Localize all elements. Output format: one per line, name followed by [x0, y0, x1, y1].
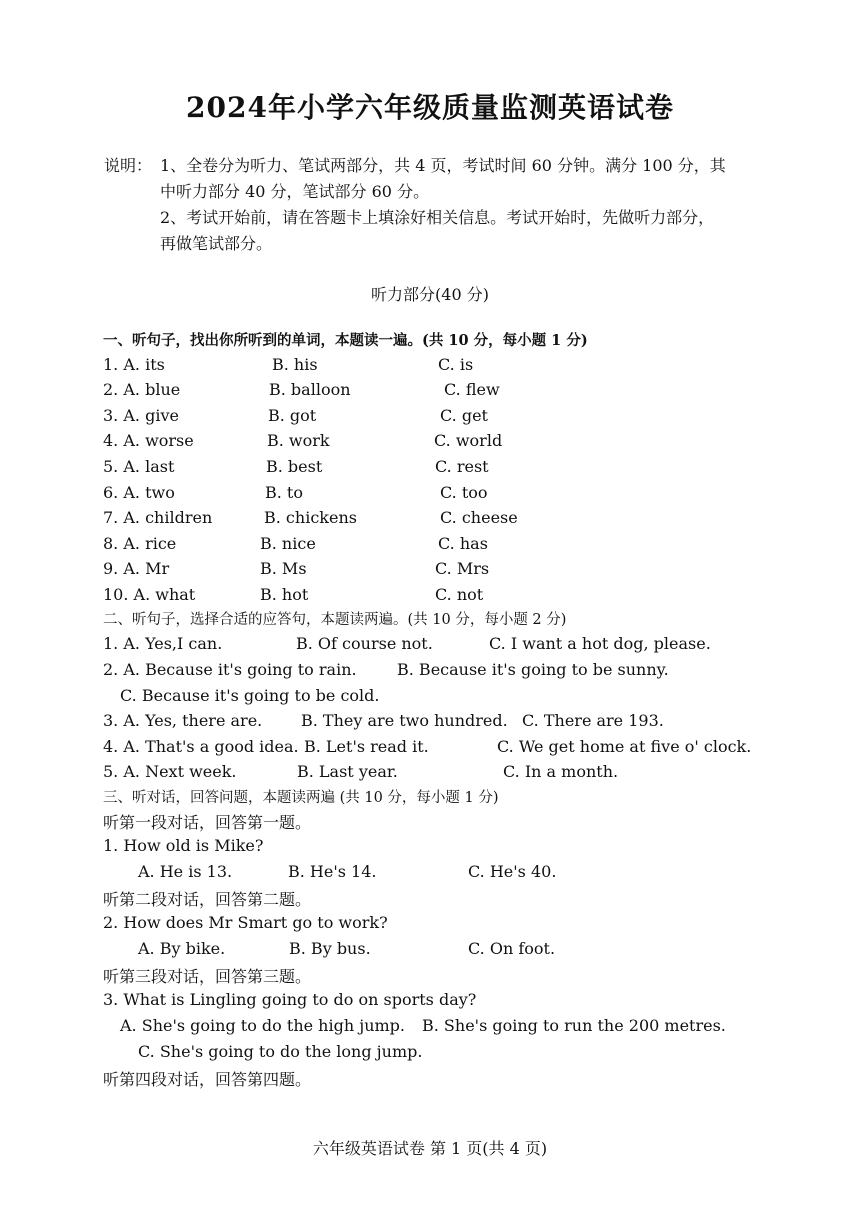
- instructions-line-2: 中听力部分 40 分，笔试部分 60 分。: [160, 182, 430, 201]
- dialogue-4-instruction: 听第四段对话，回答第四题。: [103, 1070, 312, 1089]
- s3-q1-option-c: C. He's 40.: [468, 862, 557, 881]
- s3-q2-option-b: B. By bus.: [289, 939, 371, 958]
- s2-q1-option-c: C. I want a hot dog, please.: [489, 634, 711, 653]
- s3-question-3: 3. What is Lingling going to do on sports day?: [103, 990, 477, 1009]
- s2-q4-option-b: B. Let's read it.: [304, 737, 429, 756]
- section-1-heading: 一、听句子，找出你所听到的单词，本题读一遍。(共 10 分，每小题 1 分): [103, 332, 588, 349]
- s3-q1-option-b: B. He's 14.: [288, 862, 377, 881]
- s1-q9-option-a: 9. A. Mr: [103, 559, 170, 578]
- page-title: 2024年小学六年级质量监测英语试卷: [186, 91, 674, 124]
- s1-q10-option-b: B. hot: [260, 585, 309, 604]
- s2-q2-option-b: B. Because it's going to be sunny.: [397, 660, 669, 679]
- s1-q4-option-a: 4. A. worse: [103, 431, 194, 450]
- section-3-heading: 三、听对话，回答问题，本题读两遍 (共 10 分，每小题 1 分): [103, 790, 499, 806]
- s1-q5-option-a: 5. A. last: [103, 457, 175, 476]
- instructions-line-4: 再做笔试部分。: [160, 234, 273, 253]
- listening-header: 听力部分(40 分): [371, 285, 489, 304]
- s1-q9-option-b: B. Ms: [260, 559, 307, 578]
- s1-q8-option-b: B. nice: [260, 534, 316, 553]
- instructions-line-1: 1、全卷分为听力、笔试两部分，共 4 页，考试时间 60 分钟。满分 100 分，其: [160, 156, 726, 175]
- s1-q5-option-c: C. rest: [435, 457, 489, 476]
- s3-q2-option-a: A. By bike.: [138, 939, 226, 958]
- s1-q2-option-c: C. flew: [444, 380, 500, 399]
- s2-q3-option-a: 3. A. Yes, there are.: [103, 711, 263, 730]
- dialogue-2-instruction: 听第二段对话，回答第二题。: [103, 890, 312, 909]
- s1-q7-option-b: B. chickens: [264, 508, 357, 527]
- s1-q7-option-a: 7. A. children: [103, 508, 213, 527]
- s1-q4-option-c: C. world: [434, 431, 503, 450]
- s1-q10-option-c: C. not: [435, 585, 484, 604]
- s1-q10-option-a: 10. A. what: [103, 585, 196, 604]
- s1-q1-option-a: 1. A. its: [103, 355, 165, 374]
- dialogue-3-instruction: 听第三段对话，回答第三题。: [103, 967, 312, 986]
- instructions-line-3: 2、考试开始前，请在答题卡上填涂好相关信息。考试开始时，先做听力部分，: [160, 208, 715, 227]
- s3-question-2: 2. How does Mr Smart go to work?: [103, 913, 388, 932]
- s1-q2-option-b: B. balloon: [269, 380, 351, 399]
- s2-q5-option-c: C. In a month.: [503, 762, 619, 781]
- instructions-label: 说明：: [104, 156, 153, 175]
- s1-q4-option-b: B. work: [267, 431, 330, 450]
- s1-q3-option-b: B. got: [268, 406, 317, 425]
- s2-q2-option-c: C. Because it's going to be cold.: [120, 686, 380, 705]
- s2-q5-option-a: 5. A. Next week.: [103, 762, 237, 781]
- s2-q4-option-c: C. We get home at five o' clock.: [497, 737, 752, 756]
- s2-q5-option-b: B. Last year.: [297, 762, 398, 781]
- s2-q1-option-b: B. Of course not.: [296, 634, 433, 653]
- s1-q6-option-b: B. to: [265, 483, 303, 502]
- s2-q4-option-a: 4. A. That's a good idea.: [103, 737, 299, 756]
- s3-q3-option-c: C. She's going to do the long jump.: [138, 1042, 423, 1061]
- s1-q7-option-c: C. cheese: [440, 508, 518, 527]
- s2-q2-option-a: 2. A. Because it's going to rain.: [103, 660, 357, 679]
- s1-q3-option-a: 3. A. give: [103, 406, 179, 425]
- s1-q6-option-a: 6. A. two: [103, 483, 175, 502]
- s1-q9-option-c: C. Mrs: [435, 559, 490, 578]
- s1-q1-option-b: B. his: [272, 355, 318, 374]
- s1-q8-option-c: C. has: [438, 534, 488, 553]
- s3-q3-option-b: B. She's going to run the 200 metres.: [422, 1016, 726, 1035]
- dialogue-1-instruction: 听第一段对话，回答第一题。: [103, 813, 312, 832]
- s2-q1-option-a: 1. A. Yes,I can.: [103, 634, 223, 653]
- s3-question-1: 1. How old is Mike?: [103, 836, 264, 855]
- s3-q1-option-a: A. He is 13.: [138, 862, 233, 881]
- s3-q3-option-a: A. She's going to do the high jump.: [120, 1016, 405, 1035]
- s1-q8-option-a: 8. A. rice: [103, 534, 177, 553]
- s3-q2-option-c: C. On foot.: [468, 939, 556, 958]
- s1-q2-option-a: 2. A. blue: [103, 380, 181, 399]
- s1-q3-option-c: C. get: [440, 406, 488, 425]
- s2-q3-option-b: B. They are two hundred.: [301, 711, 508, 730]
- s2-q3-option-c: C. There are 193.: [522, 711, 664, 730]
- s1-q1-option-c: C. is: [438, 355, 474, 374]
- page-footer: 六年级英语试卷 第 1 页(共 4 页): [312, 1139, 548, 1158]
- section-2-heading: 二、听句子，选择合适的应答句，本题读两遍。(共 10 分，每小题 2 分): [103, 612, 567, 628]
- s1-q5-option-b: B. best: [266, 457, 323, 476]
- s1-q6-option-c: C. too: [440, 483, 488, 502]
